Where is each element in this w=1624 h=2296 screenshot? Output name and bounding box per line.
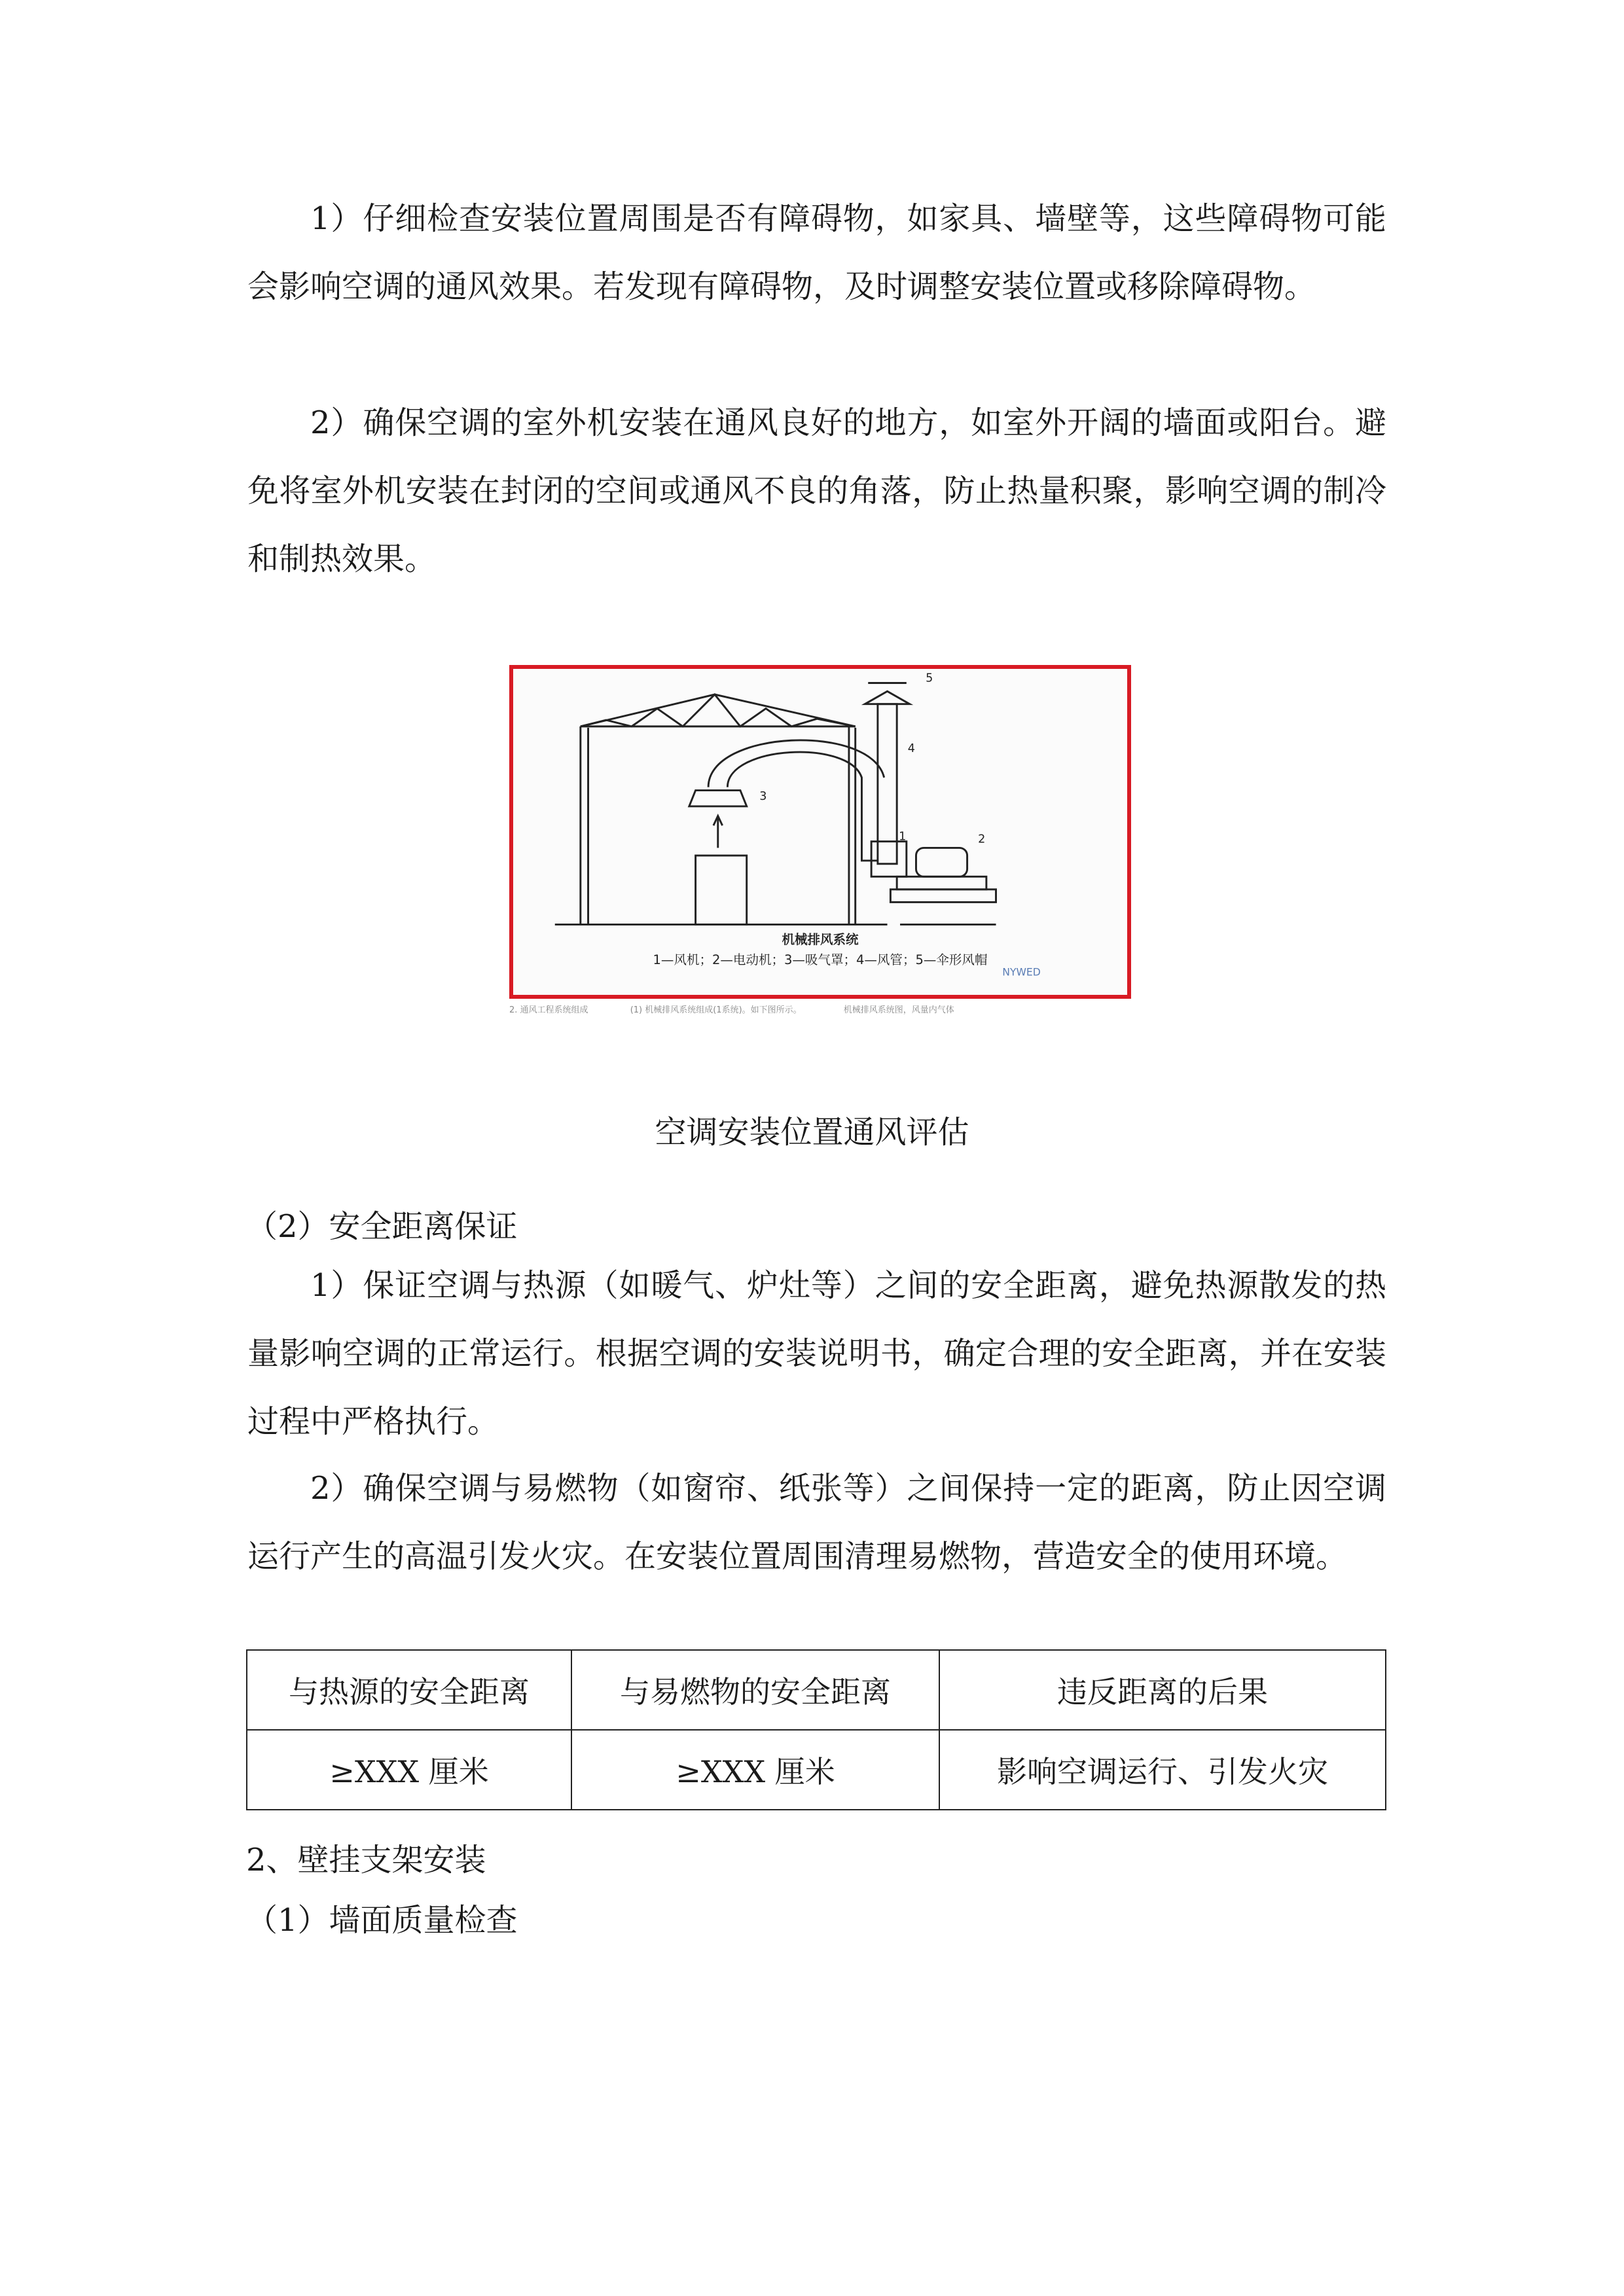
- figure-footer: [509, 1003, 1138, 1015]
- callout-5: 5: [926, 672, 933, 685]
- paragraph-outdoor-unit: 2）确保空调的室外机安装在通风良好的地方，如室外开阔的墙面或阳台。避免将室外机安装在封闭的空间或通风不良的角落，防止热量积聚，影响空调的制冷和制热效果。: [247, 404, 1386, 577]
- ventilation-system-figure: [509, 665, 1131, 999]
- table-cell: 影响空调运行、引发火灾: [939, 1730, 1386, 1810]
- table-header-cell: 与热源的安全距离: [247, 1650, 571, 1730]
- figure-watermark: NYWED: [1002, 966, 1041, 978]
- figure-footer-mid: (1) 机械排风系统组成(1系统)。如下图所示。: [630, 1005, 802, 1015]
- figure-caption: 空调安装位置通风评估: [655, 1114, 969, 1151]
- callout-2: 2: [978, 833, 986, 846]
- figure-footer-right: 机械排风系统图，风量内气体: [843, 1005, 954, 1015]
- figure-legend: 1—风机；2—电动机；3—吸气罩；4—风管；5—伞形风帽: [653, 952, 988, 968]
- callout-4: 4: [907, 742, 915, 755]
- table-cell: ≥XXX 厘米: [247, 1730, 571, 1810]
- table-header-cell: 与易燃物的安全距离: [571, 1650, 939, 1730]
- heading-safety-distance: （2）安全距离保证: [246, 1208, 518, 1245]
- figure-title: 机械排风系统: [782, 931, 859, 947]
- safety-distance-table: [246, 1649, 1386, 1810]
- paragraph-flammable-distance: 2）确保空调与易燃物（如窗帘、纸张等）之间保持一定的距离，防止因空调运行产生的高温引发火灾。在安装位置周围清理易燃物，营造安全的使用环境。: [247, 1470, 1386, 1575]
- figure-footer-left: 2. 通风工程系统组成: [509, 1005, 588, 1015]
- subheading-wall-quality: （1）墙面质量检查: [246, 1902, 518, 1939]
- paragraph-heat-source-distance: 1）保证空调与热源（如暖气、炉灶等）之间的安全距离，避免热源散发的热量影响空调的正常运行。根据空调的安装说明书，确定合理的安全距离，并在安装过程中严格执行。: [247, 1267, 1386, 1440]
- table-header-cell: 违反距离的后果: [939, 1650, 1386, 1730]
- callout-1: 1: [899, 830, 907, 844]
- exhaust-system-diagram: [513, 669, 1127, 995]
- table-header-row: [247, 1650, 1386, 1730]
- heading-wall-bracket: 2、壁挂支架安装: [246, 1842, 486, 1878]
- callout-3: 3: [759, 790, 767, 804]
- table-row: [247, 1730, 1386, 1810]
- table-cell: ≥XXX 厘米: [571, 1730, 939, 1810]
- paragraph-obstacle-check: 1）仔细检查安装位置周围是否有障碍物，如家具、墙壁等，这些障碍物可能会影响空调的通风效果。若发现有障碍物，及时调整安装位置或移除障碍物。: [247, 200, 1386, 305]
